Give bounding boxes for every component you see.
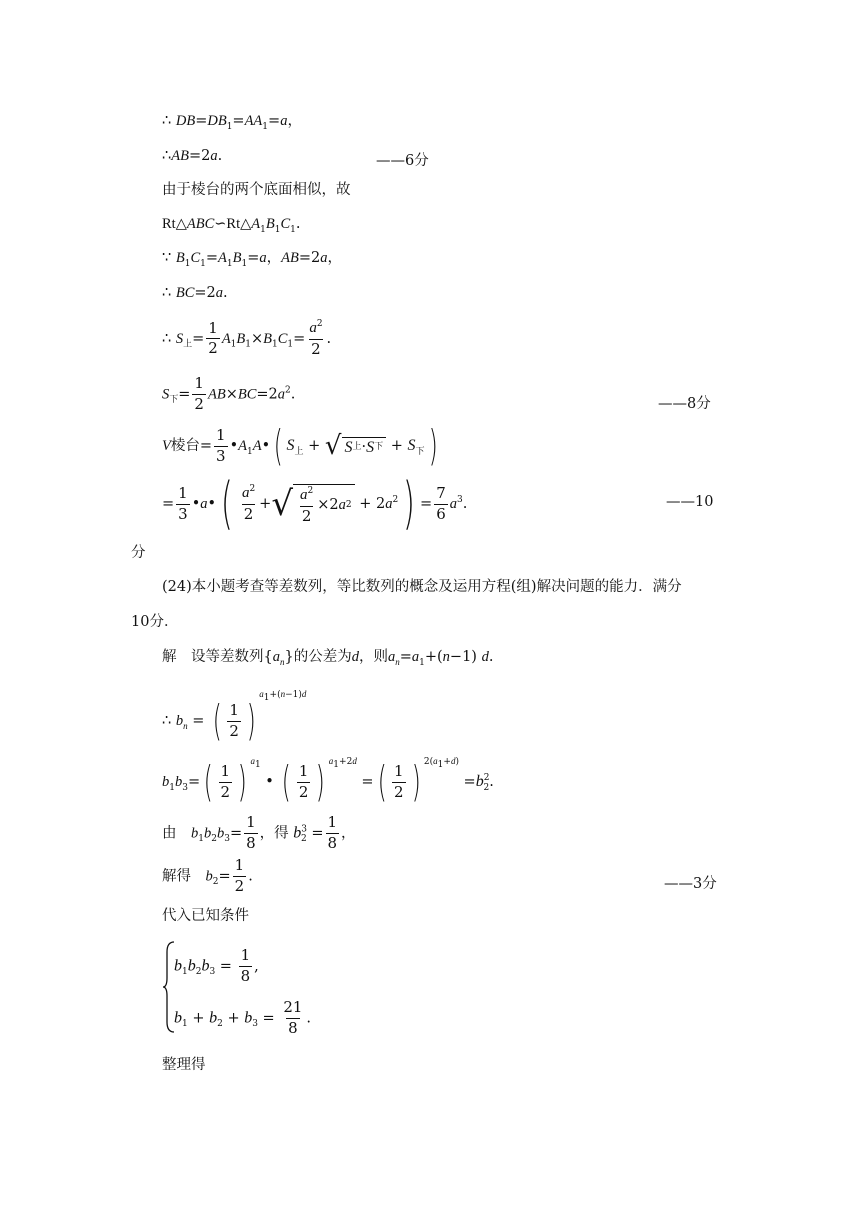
score-8: ——8分 <box>658 396 711 412</box>
rearrange-label: 整理得 <box>162 1057 206 1073</box>
proof-line-3: 由于棱台的两个底面相似，故 <box>162 182 351 198</box>
formula-s-upper: ∴ $S_上=$ $\frac{1}{2}$ $A_1B_1\times B_1C_1=$ $\frac{a^2}{2}$ . <box>162 318 332 358</box>
proof-line-2: ∴AB=2a. <box>162 148 223 164</box>
formula-bn: ∴ $b_n$ = ( $\frac{1}{2}$ )$^{a_1+(n-1)d}$ <box>162 689 307 745</box>
proof-line-6: ∴ BC=2a. <box>162 285 228 301</box>
substitute-label: 代入已知条件 <box>162 908 249 924</box>
score-6: ——6分 <box>376 153 429 169</box>
formula-volume: V棱台= $\frac{1}{3}$ $•A_1A•$( $S_上$ + √ S 上 · S 下 + $S_下$) <box>162 421 438 470</box>
formula-product: 由 $b_1b_2b_3=$ $\frac{1}{8}$ ，得 $b^3_2$ = $\frac{1}{8}$ ， <box>162 813 356 852</box>
equation-2: $b_1 + b_2 + b_3$ = $\frac{21}{8}$ . <box>174 998 312 1037</box>
formula-s-lower: $S_下=$ $\frac{1}{2}$ $AB\times BC=2a^2$. <box>162 374 296 413</box>
formula-b1b3: $b_1b_3=$( $\frac{1}{2}$ ) $^{a_1}$ • ( $\frac{1}{2}$ ) $^{a_1+2d}$ =( $\frac{1}{2}$ ) $^{2(a_1+d)} =b^2_2$. <box>162 756 494 806</box>
solution-intro: 解 设等差数列$\{a_n\}$的公差为d，则$a_n=a_1+(n-1)$ d. <box>162 649 494 668</box>
proof-line-4: $Rt\triangle ABC∽Rt\triangle A_1B_1C_1$. <box>162 216 301 235</box>
problem-24-score: 10分． <box>131 614 179 630</box>
score-3: ——3分 <box>664 876 717 892</box>
equation-1: $b_1b_2b_3$ = $\frac{1}{8}$ , <box>174 946 259 985</box>
score-10: ——10 <box>666 494 714 510</box>
formula-b2: 解得 $b_2=$ $\frac{1}{2}$ . <box>162 856 253 895</box>
proof-line-5: ∵ $B_1C_1=A_1B_1=a$，AB=2a， <box>162 250 342 269</box>
problem-24-intro: (24)本小题考查等差数列，等比数列的概念及运用方程(组)解决问题的能力．满分 <box>162 579 682 595</box>
formula-volume-result: = $\frac{1}{3}$ •a•( $\frac{a^2}{2}$ + √ $\frac{a^2}{2}$ ×2 a 2 + $2a^2$) = $\frac{7}{6}$ $a^3$. <box>162 471 468 536</box>
score-10-continued: 分 <box>131 545 146 561</box>
proof-line-1: ∴ $DB=DB_1=AA_1=a$， <box>162 113 302 132</box>
